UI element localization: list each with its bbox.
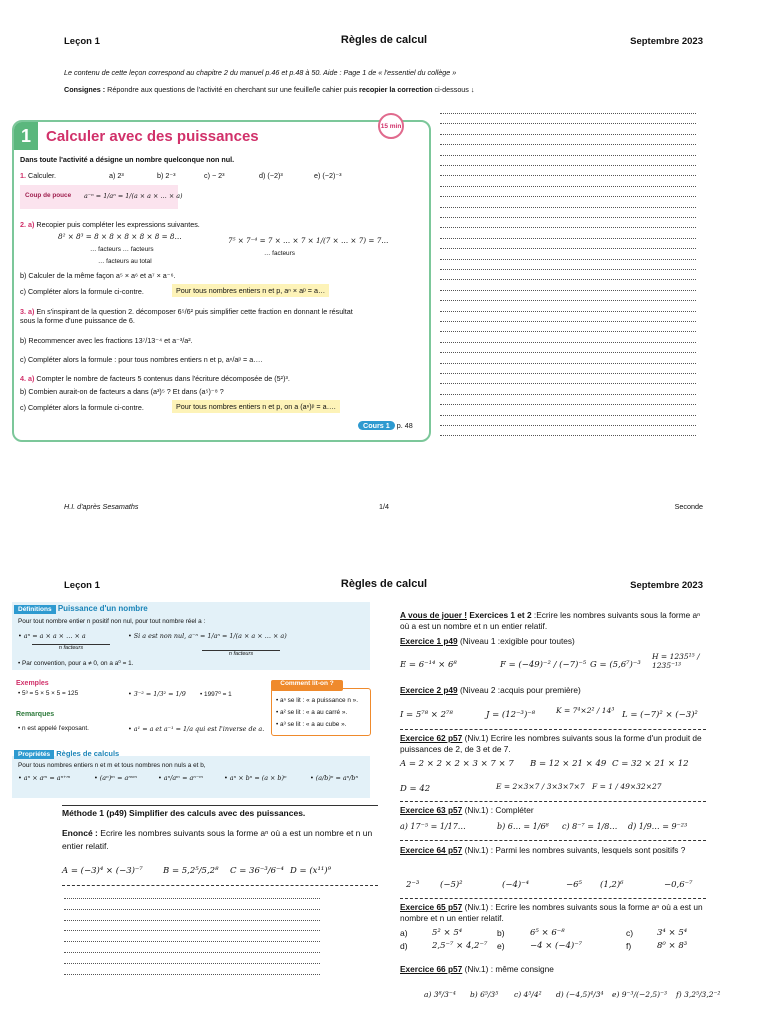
answer-line xyxy=(440,342,696,343)
expr2-sub: … facteurs xyxy=(264,250,295,257)
ex63-d: d) 1/9… = 9⁻²³ xyxy=(628,822,688,831)
page1-footer-right: Seconde xyxy=(674,502,703,511)
activity-title: Calculer avec des puissances xyxy=(46,128,259,145)
activity-number: 1 xyxy=(14,122,38,150)
page2-header-title: Règles de calcul xyxy=(340,578,428,590)
q4c-formula: Pour tous nombres entiers n et p, on a (aⁿ)ᵖ = a…. xyxy=(172,400,340,413)
answer-line xyxy=(440,207,696,208)
expr1: 8² × 8³ = 8 × 8 × 8 × 8 × 8 = 8… xyxy=(58,232,182,241)
rule-ex64 xyxy=(400,840,706,841)
q2b: b) Calculer de la même façon a⁵ × a⁶ et a⁷ × a⁻⁶. xyxy=(20,271,176,280)
ex1-f: F = (−49)⁻² / (−7)⁻⁵ xyxy=(500,660,587,670)
method-answer-line xyxy=(64,920,320,921)
ex2-title: Exercice 2 p49 xyxy=(400,685,458,695)
def-f2: • Si a est non nul, a⁻ⁿ = 1/aⁿ = 1/(a × a × … × a) xyxy=(128,632,287,640)
ex2-level: (Niveau 2 :acquis pour première) xyxy=(459,685,581,695)
ex66-e: e) 9⁻³/(−2,5)⁻³ xyxy=(612,990,668,999)
ex65-c-label: c) xyxy=(626,928,634,938)
answer-line xyxy=(440,144,696,145)
ex62-a: A = 2 × 2 × 2 × 3 × 7 × 7 xyxy=(400,759,514,769)
answer-line xyxy=(440,113,696,114)
expr1-sub2: … facteurs au total xyxy=(98,258,152,265)
answer-line xyxy=(440,415,696,416)
ex65-b-label: b) xyxy=(497,928,505,938)
answer-line xyxy=(440,279,696,280)
answer-line xyxy=(440,134,696,135)
ex64-4: −6⁵ xyxy=(566,880,582,890)
method-expr-b: B = 5,2⁵/5,2⁸ xyxy=(163,866,219,876)
answer-line xyxy=(440,435,696,436)
prop-3: • aⁿ/aᵐ = aⁿ⁻ᵐ xyxy=(158,774,204,782)
page1-footer-left: H.I. d'après Sesamaths xyxy=(64,502,139,511)
answer-line xyxy=(440,383,696,384)
ex62-b: B = 12 × 21 × 49 xyxy=(530,759,607,769)
ex65-e-label: e) xyxy=(497,941,505,951)
properties-title: Règles de calculs xyxy=(56,749,120,758)
lit-2: • a² se lit : « a au carré ». xyxy=(276,709,348,716)
method-title: Méthode 1 (p49) Simplifier des calculs avec des puissances. xyxy=(62,808,306,818)
rule-ex63 xyxy=(400,801,706,802)
q2c: c) Compléter alors la formule ci-contre. xyxy=(20,287,144,296)
q4a-text: Compter le nombre de facteurs 5 contenus dans l'écriture décomposée de (5²)³. xyxy=(36,374,290,383)
answer-line xyxy=(440,394,696,395)
ex65-a: 5² × 5⁴ xyxy=(432,928,463,938)
answer-line xyxy=(440,165,696,166)
prop-1: • aⁿ × aᵐ = aⁿ⁺ᵐ xyxy=(18,774,71,782)
q3c: c) Compléter alors la formule : pour tous nombres entiers n et p, aⁿ/aᵖ = a…. xyxy=(20,355,263,364)
ex66-c: c) 4⁵/4² xyxy=(514,990,542,999)
expr1-sub: … facteurs … facteurs xyxy=(90,246,154,253)
answer-line xyxy=(440,155,696,156)
lit-1: • aⁿ se lit : « a puissance n ». xyxy=(276,697,359,704)
how-to-read-title: Comment lit-on ? xyxy=(271,680,343,691)
remark-1: • n est appelé l'exposant. xyxy=(18,725,89,732)
ex1-g: G = (5,6⁷)⁻³ xyxy=(590,660,641,670)
method-answer-line xyxy=(64,930,320,931)
cours-badge[interactable]: Cours 1 xyxy=(358,421,395,430)
ex2-head xyxy=(400,685,710,696)
ex64-text: (Niv.1) : Parmi les nombres suivants, lesquels sont positifs ? xyxy=(464,845,686,855)
prop-line: Pour tous nombres entiers n et m et tous nombres non nuls a et b, xyxy=(18,762,206,769)
def-f2-sub: n facteurs xyxy=(202,650,280,657)
q4a xyxy=(20,374,290,383)
prop-2: • (aⁿ)ᵐ = aⁿˣᵐ xyxy=(94,774,138,782)
ex64-head xyxy=(400,845,710,856)
exercise-intro-text: :Ecrire les nombres suivants sous la forme aⁿ où a est un nombre et n un entier relatif. xyxy=(400,610,701,632)
answer-line xyxy=(440,290,696,291)
def-f1: • aⁿ = a × a × … × a xyxy=(18,632,86,640)
method-top-rule xyxy=(62,805,378,806)
enonce-label: Enoncé : xyxy=(62,828,98,838)
lit-3: • a³ se lit : « a au cube ». xyxy=(276,721,347,728)
prop-5: • (a/b)ⁿ = aⁿ/bⁿ xyxy=(310,774,359,782)
q1-label: 1. xyxy=(20,171,26,180)
ex66-text: (Niv.1) : même consigne xyxy=(464,964,554,974)
answer-line xyxy=(440,352,696,353)
consignes-label: Consignes : xyxy=(64,85,106,94)
ex66-b: b) 6⁵/3⁵ xyxy=(470,990,499,999)
q1-item-d: d) (−2)³ xyxy=(259,171,283,180)
ex64-2: (−5)² xyxy=(440,880,463,890)
def-conv: • Par convention, pour a ≠ 0, on a a⁰ = 1. xyxy=(18,660,134,667)
page1-intro: Le contenu de cette leçon correspond au chapitre 2 du manuel p.46 et p.48 à 50. Aide : Page 1 de « l'essentiel du collège » xyxy=(64,68,457,77)
properties-heading xyxy=(14,749,119,758)
ex63-b: b) 6… = 1/6⁸ xyxy=(497,822,549,831)
ex62-text: (Niv.1) Ecrire les nombres suivants sous la forme d'un produit de puissances de 2, de 3 et de 7. xyxy=(400,733,702,755)
definitions-tag: Définitions xyxy=(14,605,56,614)
q4a-label: 4. a) xyxy=(20,374,35,383)
ex64-6: −0,6⁻⁷ xyxy=(664,880,693,890)
q2c-formula: Pour tous nombres entiers n et p, aⁿ × aᵖ = a… xyxy=(172,284,329,297)
answer-line xyxy=(440,373,696,374)
answer-line xyxy=(440,404,696,405)
method-answer-line xyxy=(64,963,320,964)
ex1-h: H = 1235¹⁵ / 1235⁻¹³ xyxy=(652,652,700,670)
answer-line xyxy=(440,269,696,270)
method-answer-line xyxy=(64,974,320,975)
cours-link[interactable] xyxy=(358,421,413,430)
answer-line xyxy=(440,238,696,239)
ex62-d: D = 42 xyxy=(400,784,431,794)
consignes-end: ci-dessous ↓ xyxy=(434,85,475,94)
ex2-j: J = (12⁻³)⁻⁸ xyxy=(486,710,536,720)
answer-line xyxy=(440,217,696,218)
ex65-c: 3⁴ × 5⁴ xyxy=(657,928,688,938)
ex62-c: C = 32 × 21 × 12 xyxy=(612,759,689,769)
ex64-3: (−4)⁻⁴ xyxy=(502,880,530,890)
method-expr-d: D = (x¹¹)⁹ xyxy=(290,866,331,876)
page1-header-date: Septembre 2023 xyxy=(630,36,703,47)
q1-text: Calculer. xyxy=(28,171,56,180)
remark-2: • a¹ = a et a⁻¹ = 1/a qui est l'inverse de a. xyxy=(128,725,265,733)
q3a xyxy=(20,307,365,325)
activity-box xyxy=(12,120,431,442)
ex64-5: (1,2)⁶ xyxy=(600,880,624,890)
q3b: b) Recommencer avec les fractions 13⁷/13⁻⁴ et a⁻³/a². xyxy=(20,336,193,345)
ex64-title: Exercice 64 p57 xyxy=(400,845,463,855)
enonce-text: Ecrire les nombres suivants sous la forme aⁿ où a est un nombre et n un entier relatif. xyxy=(62,828,373,851)
answer-line xyxy=(440,186,696,187)
answer-line xyxy=(440,425,696,426)
q2a-label: 2. a) xyxy=(20,220,35,229)
def-f1-sub: n facteurs xyxy=(32,644,110,651)
ex1-e: E = 6⁻¹⁴ × 6⁸ xyxy=(400,660,457,670)
hint-formula: a⁻ⁿ = 1/aⁿ = 1/(a × a × … × a) xyxy=(84,192,183,200)
ex65-e: −4 × (−4)⁻⁷ xyxy=(530,941,583,951)
ex2-i: I = 5⁷⁸ × 2⁷⁸ xyxy=(400,710,453,720)
answer-line xyxy=(440,311,696,312)
ex1-title: Exercice 1 p49 xyxy=(400,636,458,646)
consignes-text: Répondre aux questions de l'activité en cherchant sur une feuille/le cahier puis xyxy=(107,85,358,94)
ex63-title: Exercice 63 p57 xyxy=(400,805,463,815)
example-3: • 1997⁰ = 1 xyxy=(200,691,232,698)
q1-item-c: c) − 2³ xyxy=(204,171,225,180)
answer-line xyxy=(440,227,696,228)
method-answer-line xyxy=(64,941,320,942)
method-expr-a: A = (−3)⁴ × (−3)⁻⁷ xyxy=(62,866,143,876)
method-answer-line xyxy=(64,909,320,910)
q2a xyxy=(20,220,200,229)
hint-tag: Coup de pouce xyxy=(22,192,74,199)
page1-header-title: Règles de calcul xyxy=(340,34,428,46)
method-answer-line xyxy=(64,952,320,953)
hint-label xyxy=(22,192,74,199)
def-line1: Pour tout nombre entier n positif non nul, pour tout nombre réel a : xyxy=(18,618,206,625)
answer-line xyxy=(440,196,696,197)
remarks-title: Remarques xyxy=(16,711,55,718)
properties-tag: Propriétés xyxy=(14,750,54,759)
answer-line xyxy=(440,175,696,176)
ex65-d: 2,5⁻⁷ × 4,2⁻⁷ xyxy=(432,941,488,951)
answer-line xyxy=(440,248,696,249)
q3a-label: 3. a) xyxy=(20,307,35,316)
ex63-a: a) 17⁻⁵ = 1/17… xyxy=(400,822,466,831)
ex62-f: F = 1 / 49×32×27 xyxy=(592,782,662,791)
ex66-a: a) 3⁸/3⁻⁴ xyxy=(424,990,456,999)
ex1-level: (Niveau 1 :exigible pour toutes) xyxy=(459,636,575,646)
exercise-intro-title: A vous de jouer ! xyxy=(400,610,467,620)
answer-line xyxy=(440,123,696,124)
ex2-k: K = 7⁴×2² / 14³ xyxy=(556,706,615,715)
ex62-head xyxy=(400,733,710,755)
ex65-f-label: f) xyxy=(626,941,632,951)
ex65-f: 8⁰ × 8³ xyxy=(657,941,688,951)
answer-line xyxy=(440,300,696,301)
ex65-b: 6⁵ × 6⁻⁸ xyxy=(530,928,565,938)
page1-consignes xyxy=(64,85,704,94)
page1-header-left: Leçon 1 xyxy=(64,36,100,47)
expr2: 7⁵ × 7⁻⁴ = 7 × … × 7 × 1/(7 × … × 7) = 7… xyxy=(228,236,389,245)
method-answer-line xyxy=(64,898,320,899)
ex65-text: (Niv.1) : Ecrire les nombres suivants sous la forme aⁿ où a est un nombre et n un entier relatif. xyxy=(400,902,703,924)
ex1-head xyxy=(400,636,710,647)
page2-header-left: Leçon 1 xyxy=(64,580,100,591)
method-dash-rule xyxy=(62,885,378,886)
ex62-e: E = 2×3×7 / 3×3×7×7 xyxy=(496,782,585,791)
ex63-text: (Niv.1) : Compléter xyxy=(464,805,534,815)
q1 xyxy=(20,171,56,180)
exercise-intro xyxy=(400,610,710,632)
prop-4: • aⁿ × bⁿ = (a × b)ⁿ xyxy=(224,774,287,782)
ex62-title: Exercice 62 p57 xyxy=(400,733,463,743)
activity-line1: Dans toute l'activité a désigne un nombre quelconque non nul. xyxy=(20,155,235,164)
answer-line xyxy=(440,331,696,332)
examples-title: Exemples xyxy=(16,680,49,687)
ex65-title: Exercice 65 p57 xyxy=(400,902,463,912)
ex66-title: Exercice 66 p57 xyxy=(400,964,463,974)
cours-page: p. 48 xyxy=(396,421,413,430)
answer-line xyxy=(440,259,696,260)
page1-footer-page: 1/4 xyxy=(379,502,389,511)
definitions-title: Puissance d'un nombre xyxy=(57,604,148,613)
q1-item-b: b) 2⁻³ xyxy=(157,171,176,180)
answer-line xyxy=(440,363,696,364)
answer-line xyxy=(440,321,696,322)
q1-item-e: e) (−2)⁻³ xyxy=(314,171,342,180)
exercise-intro-bold: Exercices 1 et 2 xyxy=(469,610,532,620)
q3a-text: En s'inspirant de la question 2. décomposer 6⁵/6² puis simplifier cette fraction en donnant le résultat sous la forme d'une puissance de 6. xyxy=(20,307,353,325)
ex2-l: L = (−7)² × (−3)² xyxy=(622,710,698,720)
ex63-head xyxy=(400,805,710,816)
ex66-head xyxy=(400,964,710,975)
ex66-f: f) 3,2⁵/3,2⁻² xyxy=(676,990,721,999)
rule-ex65 xyxy=(400,898,706,899)
ex63-c: c) 8⁻⁷ = 1/8… xyxy=(562,822,618,831)
timer-icon: 15 min xyxy=(378,113,404,139)
consignes-bold: recopier la correction xyxy=(359,85,433,94)
ex65-d-label: d) xyxy=(400,941,408,951)
rule-ex62 xyxy=(400,729,706,730)
ex65-a-label: a) xyxy=(400,928,408,938)
example-2: • 3⁻² = 1/3² = 1/9 xyxy=(128,690,186,698)
q4b: b) Combien aurait-on de facteurs a dans (a³)⁵ ? Et dans (a⁵)⁻⁸ ? xyxy=(20,387,224,396)
q4c: c) Compléter alors la formule ci-contre. xyxy=(20,403,144,412)
ex64-1: 2⁻³ xyxy=(406,880,420,890)
ex66-d: d) (−4,5)⁴/3⁴ xyxy=(556,990,604,999)
definitions-heading xyxy=(14,604,148,613)
ex65-head xyxy=(400,902,710,924)
q1-item-a: a) 2³ xyxy=(109,171,124,180)
q2a-text: Recopier puis compléter les expressions suivantes. xyxy=(36,220,200,229)
method-enonce xyxy=(62,827,378,853)
example-1: • 5³ = 5 × 5 × 5 = 125 xyxy=(18,690,79,697)
page2-header-date: Septembre 2023 xyxy=(630,580,703,591)
method-expr-c: C = 36⁻³/6⁻⁴ xyxy=(230,866,284,876)
